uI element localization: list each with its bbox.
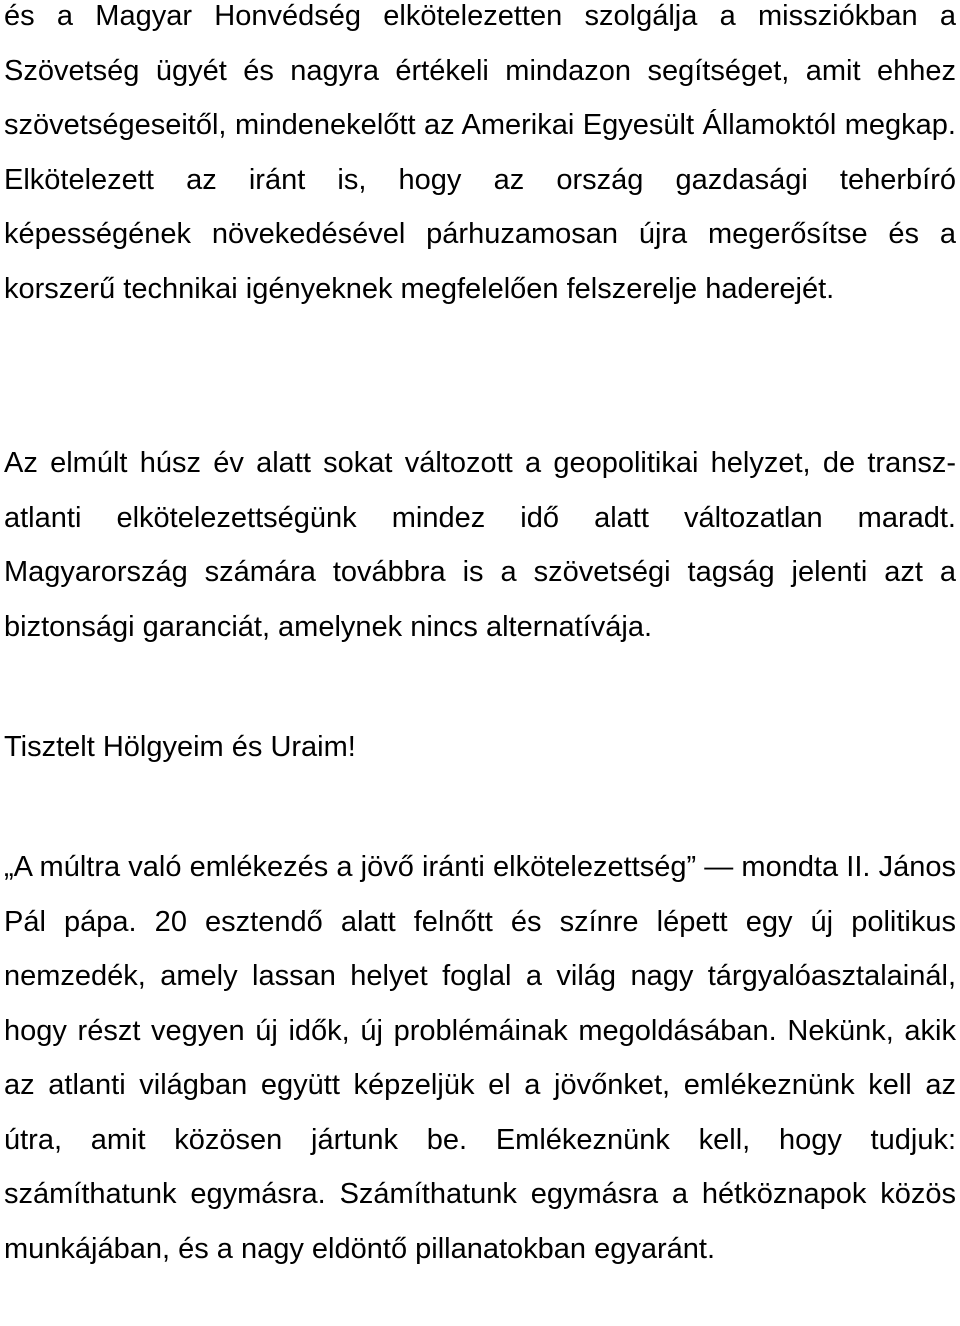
salutation: Tisztelt Hölgyeim és Uraim! <box>4 731 356 763</box>
paragraph-1: és a Magyar Honvédség elkötelezetten szolgálja a missziókban a Szövetség ügyét és nagyra értékeli mindazon segítséget, amit ehhez szövetségeseitől, mindenekelőtt az Amerikai Egyesült Államoktól megkap. Elkötelezett az iránt is, hogy az ország gazdasági teherbíró képességének növekedésével párhuzamosan újra megerősítse és a korszerű technikai igényeknek megfelelően felszerelje haderejét. <box>4 0 956 305</box>
paragraph-2: Az elmúlt húsz év alatt sokat változott a geopolitikai helyzet, de transz-atlanti elkötelezettségünk mindez idő alatt változatlan maradt. Magyarország számára továbbra is a szövetségi tagság jelenti azt a biztonsági garanciát, amelynek nincs alternatívája. <box>4 447 956 643</box>
paragraph-3: „A múltra való emlékezés a jövő iránti elkötelezettség” — mondta II. János Pál pápa. 20 esztendő alatt felnőtt és színre lépett egy új politikus nemzedék, amely lassan helyet foglal a világ nagy tárgyalóasztalainál, hogy részt vegyen új idők, új problémáinak megoldásában. Nekünk, akik az atlanti világban együtt képzeljük el a jövőnket, emlékeznünk kell az útra, amit közösen jártunk be. Emlékeznünk kell, hogy tudjuk: számíthatunk egymásra. Számíthatunk egymásra a hétköznapok közös munkájában, és a nagy eldöntő pillanatokban egyaránt. <box>4 851 956 1265</box>
